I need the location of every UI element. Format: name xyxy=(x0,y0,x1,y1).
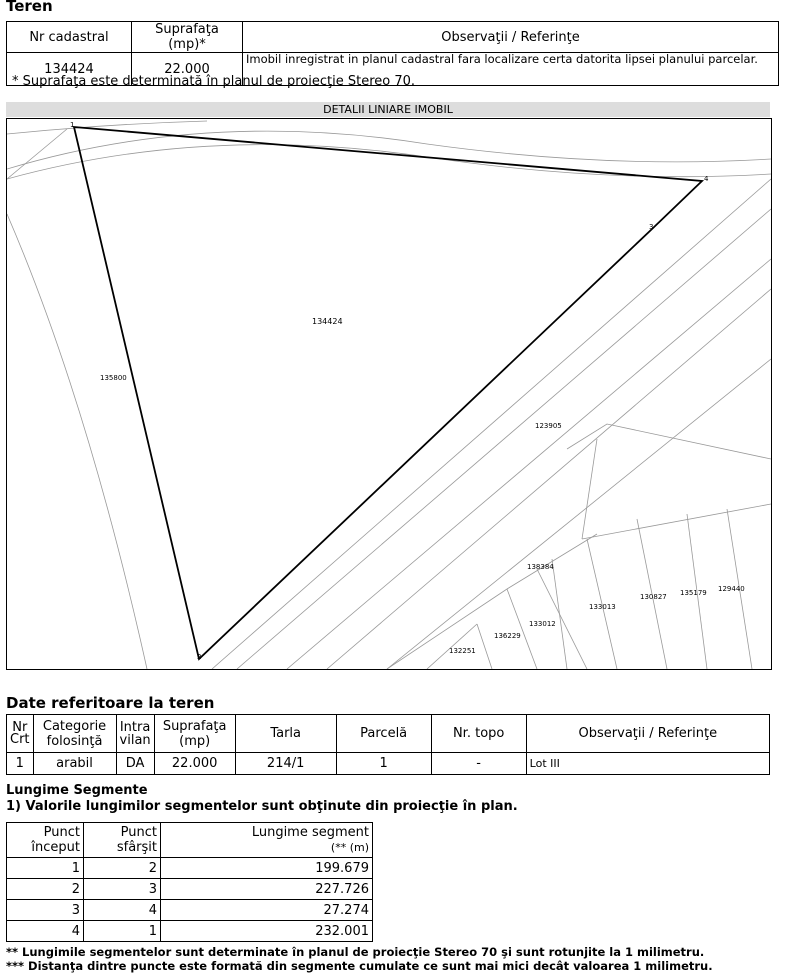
segmente-footnote-2: *** Distanţa dintre puncte este formată din segmente cumulate ce sunt mai mici decât valoarea 1 milimetru. xyxy=(6,959,713,973)
point-1-label: 1 xyxy=(70,121,75,129)
header-nr-topo: Nr. topo xyxy=(431,715,526,753)
section-title-teren: Teren xyxy=(6,0,53,15)
point-2-label: 2 xyxy=(197,653,202,661)
parcel-label: 134424 xyxy=(312,317,343,326)
map-label-135179: 135179 xyxy=(680,589,707,597)
header-observatii: Observaţii / Referinţe xyxy=(243,22,779,53)
segmente-table xyxy=(6,822,373,942)
teren-footnote: * Suprafaţa este determinată în planul de proiecţie Stereo 70. xyxy=(12,74,416,89)
date-teren-table xyxy=(6,714,770,775)
header-punct-sfarsit: Punct sfârşit xyxy=(84,823,161,858)
cell-suprafata-mp: 22.000 xyxy=(154,753,235,775)
point-4-label: 4 xyxy=(704,175,709,183)
map-label-138384: 138384 xyxy=(527,563,554,571)
cell-observatii-referinte: Lot III xyxy=(526,753,769,775)
segmente-note: 1) Valorile lungimilor segmentelor sunt obţinute din proiecţie în plan. xyxy=(6,799,518,814)
section-title-date-teren: Date referitoare la teren xyxy=(6,694,215,712)
segment-row-2-start: 2 xyxy=(7,879,84,900)
cell-categorie: arabil xyxy=(33,753,116,775)
map-label-133012: 133012 xyxy=(529,620,556,628)
cell-observatii: Imobil inregistrat in planul cadastral fara localizare certa datorita lipsei planului parcelar. xyxy=(243,53,779,86)
segment-row-4-length: 232.001 xyxy=(161,921,373,942)
header-intra-vilan: Intra vilan xyxy=(116,715,154,753)
header-suprafata: Suprafaţa (mp)* xyxy=(132,22,243,53)
segment-row-2-end: 3 xyxy=(84,879,161,900)
segment-row-1-end: 2 xyxy=(84,858,161,879)
segment-row-3-length: 27.274 xyxy=(161,900,373,921)
header-suprafata-mp: Suprafaţa (mp) xyxy=(154,715,235,753)
header-parcela: Parcelă xyxy=(336,715,431,753)
header-categorie: Categorie folosinţă xyxy=(33,715,116,753)
map-label-129440: 129440 xyxy=(718,585,745,593)
cell-intra-vilan: DA xyxy=(116,753,154,775)
section-title-segmente: Lungime Segmente xyxy=(6,783,148,798)
map-label-130827: 130827 xyxy=(640,593,667,601)
map-label-123905: 123905 xyxy=(535,422,562,430)
header-nr-cadastral: Nr cadastral xyxy=(7,22,132,53)
header-tarla: Tarla xyxy=(235,715,336,753)
point-3-label: 3 xyxy=(649,223,654,231)
header-lungime-segment: Lungime segment (** (m) xyxy=(161,823,373,858)
header-observatii-referinte: Observaţii / Referinţe xyxy=(526,715,769,753)
cell-tarla: 214/1 xyxy=(235,753,336,775)
map-label-133013: 133013 xyxy=(589,603,616,611)
map-drawing xyxy=(7,119,771,669)
cell-nr-topo: - xyxy=(431,753,526,775)
segment-row-2-length: 227.726 xyxy=(161,879,373,900)
map-header: DETALII LINIARE IMOBIL xyxy=(6,102,770,117)
segment-row-4-end: 1 xyxy=(84,921,161,942)
segmente-footnote-1: ** Lungimile segmentelor sunt determinate în planul de proiecţie Stereo 70 şi sunt rotunjite la 1 milimetru. xyxy=(6,945,705,959)
segment-row-3-end: 4 xyxy=(84,900,161,921)
segment-row-4-start: 4 xyxy=(7,921,84,942)
map-label-136229: 136229 xyxy=(494,632,521,640)
cell-parcela: 1 xyxy=(336,753,431,775)
header-punct-inceput: Punct început xyxy=(7,823,84,858)
header-nr-crt: Nr Crt xyxy=(7,715,34,753)
segment-row-1-start: 1 xyxy=(7,858,84,879)
map-label-135800: 135800 xyxy=(100,374,127,382)
segment-row-1-length: 199.679 xyxy=(161,858,373,879)
cell-nr-crt: 1 xyxy=(7,753,34,775)
parcel-map xyxy=(6,118,772,670)
segment-row-3-start: 3 xyxy=(7,900,84,921)
cell-suprafata: 22.000 xyxy=(132,53,243,86)
map-label-132251: 132251 xyxy=(449,647,476,655)
cell-nr-cadastral: 134424 xyxy=(7,53,132,86)
